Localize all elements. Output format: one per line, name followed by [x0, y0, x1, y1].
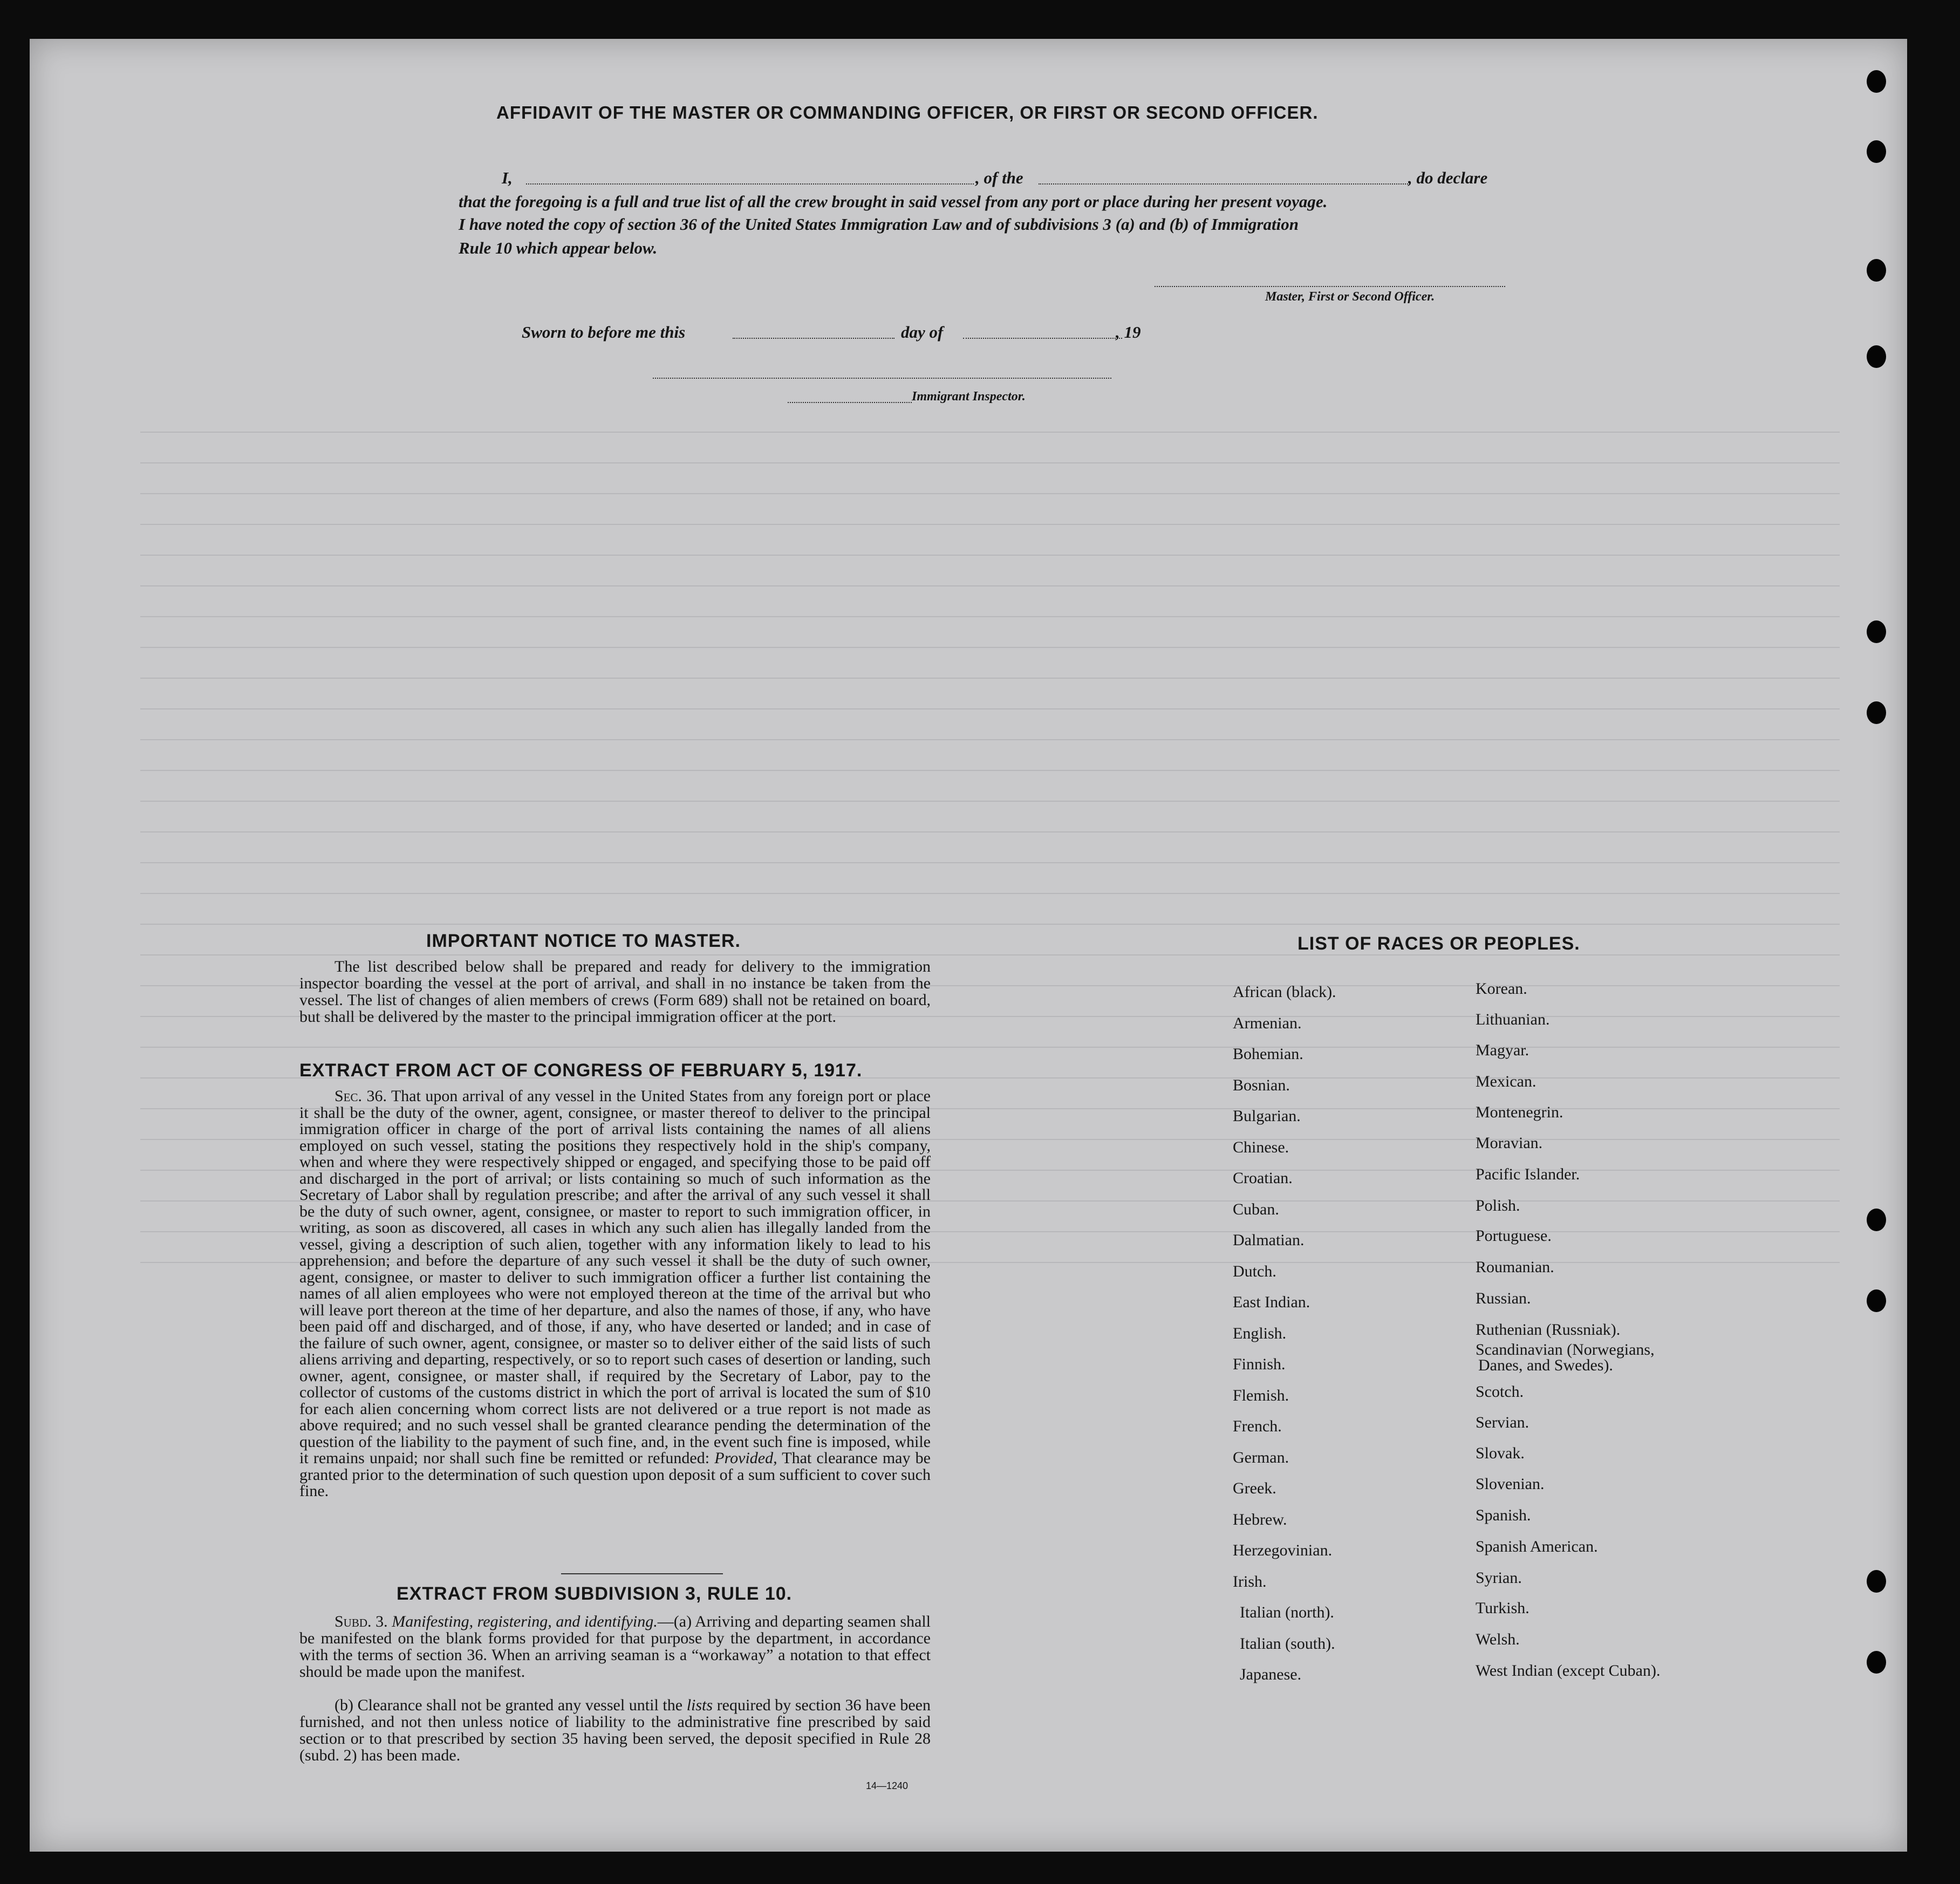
- rule-para-b-prefix: (b) Clearance shall not be granted any vessel until the: [334, 1696, 683, 1714]
- race-item: Flemish.: [1233, 1386, 1289, 1404]
- act-divider: [561, 1573, 723, 1574]
- bleed-through-rule: [140, 462, 1840, 463]
- race-item: Chinese.: [1233, 1138, 1289, 1156]
- race-item: Pacific Islander.: [1476, 1165, 1580, 1183]
- race-item: Servian.: [1476, 1414, 1529, 1431]
- bleed-through-rule: [140, 493, 1840, 494]
- race-item: Dalmatian.: [1233, 1231, 1305, 1249]
- bleed-through-rule: [140, 954, 1840, 955]
- sworn-prefix: Sworn to before me this: [522, 323, 686, 342]
- inspector-signature-line-2: [788, 402, 912, 403]
- punch-hole: [1867, 70, 1886, 93]
- act-body: [299, 1088, 931, 1500]
- affidavit-of-the: , of the: [975, 168, 1023, 187]
- race-item: French.: [1233, 1417, 1282, 1435]
- rule-subd-label: Subd. 3.: [334, 1613, 388, 1630]
- act-section-label: Sec. 36.: [334, 1087, 387, 1105]
- race-item: Finnish.: [1233, 1355, 1286, 1373]
- affidavit-title: AFFIDAVIT OF THE MASTER OR COMMANDING OFFICER, OR FIRST OR SECOND OFFICER.: [496, 103, 1319, 122]
- officer-label: Master, First or Second Officer.: [1265, 290, 1435, 304]
- race-item: Korean.: [1476, 980, 1527, 998]
- bleed-through-rule: [140, 831, 1840, 832]
- bleed-through-rule: [140, 616, 1840, 617]
- bleed-through-rule: [140, 647, 1840, 648]
- bleed-through-rule: [140, 678, 1840, 679]
- form-number: 14—1240: [866, 1780, 909, 1791]
- race-item: Greek.: [1233, 1479, 1276, 1497]
- notice-title: IMPORTANT NOTICE TO MASTER.: [426, 931, 741, 951]
- vessel-blank-line: [1039, 183, 1408, 185]
- month-blank-line: [963, 338, 1122, 339]
- race-item: Montenegrin.: [1476, 1103, 1563, 1121]
- race-item: Hebrew.: [1233, 1510, 1287, 1528]
- race-item: Cuban.: [1233, 1200, 1279, 1218]
- race-item: West Indian (except Cuban).: [1476, 1662, 1661, 1680]
- race-item: Bosnian.: [1233, 1076, 1290, 1094]
- race-item: Danes, and Swedes).: [1478, 1356, 1613, 1374]
- rule-para-a: [299, 1613, 931, 1680]
- race-item: Irish.: [1233, 1572, 1267, 1591]
- punch-hole: [1867, 1651, 1886, 1674]
- race-item: Portuguese.: [1476, 1227, 1552, 1245]
- notice-body: The list described below shall be prepared and ready for delivery to the immigration inspector boarding the vessel at the port of arrival, and shall in no instance be taken from the vessel. The list of changes of alien members of crews (Form 689) shall not be retained on board, but shall be delivered by the master to the principal immigration officer at the port.: [299, 958, 931, 1026]
- act-text-end: That clearance may be granted prior to the determination of such question upon deposit of a sum sufficient to cover such fine.: [299, 1449, 931, 1500]
- race-item: Lithuanian.: [1476, 1011, 1550, 1028]
- race-item: Slovenian.: [1476, 1475, 1545, 1493]
- bleed-through-rule: [140, 432, 1840, 433]
- race-item: East Indian.: [1233, 1293, 1310, 1311]
- race-item: German.: [1233, 1448, 1289, 1466]
- act-provided: Provided,: [714, 1449, 777, 1467]
- act-title: EXTRACT FROM ACT OF CONGRESS OF FEBRUARY 5, 1917.: [299, 1060, 863, 1081]
- race-item: Polish.: [1476, 1197, 1520, 1214]
- race-item: Italian (south).: [1240, 1634, 1335, 1653]
- bleed-through-rule: [140, 524, 1840, 525]
- punch-hole: [1867, 701, 1886, 724]
- affidavit-line-4: Rule 10 which appear below.: [459, 238, 658, 257]
- bleed-through-rule: [140, 770, 1840, 771]
- punch-hole: [1867, 1570, 1886, 1593]
- bleed-through-rule: [140, 585, 1840, 586]
- day-blank-line: [733, 338, 894, 339]
- rule-para-b-lists: lists: [686, 1696, 713, 1714]
- race-item: Russian.: [1476, 1289, 1531, 1307]
- race-item: Scandinavian (Norwegians,: [1476, 1341, 1655, 1359]
- race-item: Spanish American.: [1476, 1538, 1598, 1555]
- punch-hole: [1867, 140, 1886, 163]
- bleed-through-rule: [140, 801, 1840, 802]
- rule-para-a-text: —(a) Arriving and departing seamen shall be manifested on the blank forms provided for that purpose by the department, in accordance with the terms of section 36. When an arriving seaman is a “workaway” a notation to that effect should be made upon the manifest.: [299, 1613, 931, 1681]
- affidavit-line-3: I have noted the copy of section 36 of the United States Immigration Law and of subdivisions 3 (a) and (b) of Immigration: [459, 215, 1299, 234]
- rule-title: EXTRACT FROM SUBDIVISION 3, RULE 10.: [397, 1583, 793, 1604]
- document-page: [30, 39, 1907, 1852]
- race-item: Welsh.: [1476, 1630, 1520, 1648]
- race-item: Italian (north).: [1240, 1603, 1334, 1621]
- act-text: That upon arrival of any vessel in the United States from any foreign port or place it shall be the duty of the owner, agent, consignee, or master thereof to deliver to the principal immigration officer in charge of the port of arrival lists containing the names of all aliens employed on such vessel, stating the positions they respectively hold in the ship's company, when and where they were respectively shipped or engaged, and specifying those to be paid off and discharged in the port of arrival; or lists containing so much of such information as the Secretary of Labor shall by regulation prescribe; and after the arrival of any such vessel it shall be the duty of such owner, agent, consignee, or master to report to such immigration officer, in writing, as soon as discovered, all cases in which any such alien has illegally landed from the vessel, giving a description of such alien, together with any information likely to lead to his apprehension; and before the departure of any such vessel it shall be the duty of such owner, agent, consignee, or master to deliver to such immigration officer a further list containing the names of all alien employees who were not employed thereon at the time of the arrival but who will leave port thereon at the time of her departure, and also the names of those, if any, who have been paid off and discharged, and of those, if any, who have deserted or landed; and in case of the failure of such owner, agent, consignee, or master so to deliver either of the said lists of such aliens arriving and departing, respectively, or so to report such cases of desertion or landing, such owner, agent, consignee, or master shall, if required by the Secretary of Labor, pay to the collector of customs of the customs district in which the port of arrival is located the sum of $10 for each alien concerning whom correct lists are not delivered or a true report is not made as above required; and no such vessel shall be granted clearance pending the determination of the question of the liability to the payment of such fine, and, in the event such fine is imposed, while it remains unpaid; nor shall such fine be remitted or refunded:: [299, 1087, 931, 1467]
- bleed-through-rule: [140, 555, 1840, 556]
- bleed-through-rule: [140, 924, 1840, 925]
- races-title: LIST OF RACES OR PEOPLES.: [1297, 933, 1580, 954]
- race-item: Dutch.: [1233, 1262, 1276, 1280]
- race-item: Slovak.: [1476, 1444, 1525, 1462]
- inspector-signature-line-1: [653, 378, 1111, 379]
- inspector-label: Immigrant Inspector.: [912, 390, 1026, 404]
- race-item: Spanish.: [1476, 1506, 1531, 1524]
- race-item: Moravian.: [1476, 1134, 1543, 1152]
- race-item: Syrian.: [1476, 1569, 1522, 1587]
- race-item: Herzegovinian.: [1233, 1541, 1333, 1559]
- rule-para-b-text: required by section 36 have been furnished, and not then unless notice of liability to the administrative fine prescribed by said section or to that prescribed by section 35 having been served, the deposit specified in Rule 28 (subd. 2) has been made.: [299, 1696, 931, 1764]
- sworn-year: , 19: [1116, 323, 1141, 342]
- punch-hole: [1867, 259, 1886, 282]
- affidavit-i: I,: [502, 168, 513, 187]
- race-item: Roumanian.: [1476, 1258, 1554, 1276]
- race-item: Bohemian.: [1233, 1045, 1303, 1063]
- bleed-through-rule: [140, 862, 1840, 863]
- bleed-through-rule: [140, 1047, 1840, 1048]
- officer-signature-line: [1155, 286, 1505, 287]
- race-item: Croatian.: [1233, 1169, 1293, 1187]
- name-blank-line: [526, 183, 974, 185]
- bleed-through-rule: [140, 708, 1840, 709]
- race-item: Magyar.: [1476, 1041, 1529, 1059]
- punch-hole: [1867, 345, 1886, 368]
- sworn-day-of: day of: [901, 323, 944, 342]
- punch-hole: [1867, 620, 1886, 643]
- race-item: Turkish.: [1476, 1599, 1529, 1617]
- affidavit-line-2: that the foregoing is a full and true list of all the crew brought in said vessel from any port or place during her present voyage.: [459, 192, 1328, 211]
- bleed-through-rule: [140, 739, 1840, 740]
- affidavit-declare: , do declare: [1408, 168, 1488, 187]
- rule-para-b: [299, 1697, 931, 1764]
- race-item: Mexican.: [1476, 1073, 1536, 1090]
- race-item: Ruthenian (Russniak).: [1476, 1321, 1621, 1339]
- bleed-through-rule: [140, 893, 1840, 894]
- rule-subd-heading: Manifesting, registering, and identifying.: [392, 1613, 658, 1630]
- race-item: Japanese.: [1240, 1665, 1302, 1683]
- race-item: English.: [1233, 1324, 1287, 1342]
- race-item: Armenian.: [1233, 1014, 1302, 1032]
- race-item: Scotch.: [1476, 1383, 1524, 1401]
- race-item: Bulgarian.: [1233, 1107, 1301, 1125]
- punch-hole: [1867, 1209, 1886, 1231]
- punch-hole: [1867, 1289, 1886, 1312]
- race-item: African (black).: [1233, 983, 1336, 1001]
